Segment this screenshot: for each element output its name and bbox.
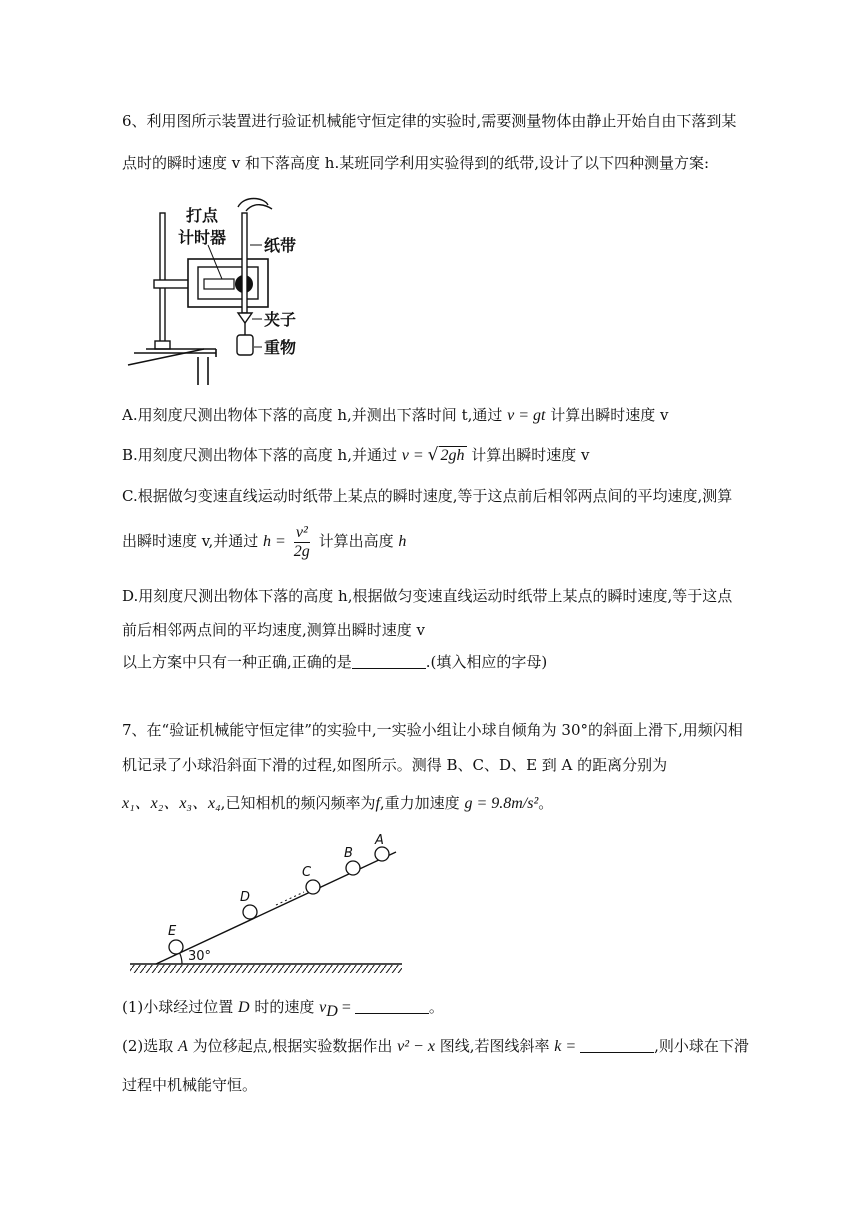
label-b: B: [344, 846, 353, 861]
answer-blank[interactable]: [352, 654, 426, 669]
option-c-text: 出瞬时速度 v,并通过: [122, 532, 263, 550]
sub1-equals: =: [337, 999, 355, 1016]
q7-stem-line-1: 7、在“验证机械能守恒定律”的实验中,一实验小组让小球自倾角为 30°的斜面上滑下,用频闪相: [122, 721, 743, 739]
label-timer-1: 打点: [186, 206, 219, 225]
sub2-text: (2)选取: [122, 1037, 179, 1055]
answer-text-end: .(填入相应的字母): [425, 653, 548, 671]
q7-sub-2-line-2: 过程中机械能守恒。: [122, 1076, 258, 1094]
q6-stem-line-1: 6、利用图所示装置进行验证机械能守恒定律的实验时,需要测量物体由静止开始自由下落到某: [122, 112, 737, 130]
sub2-point-a: A: [178, 1038, 188, 1055]
option-c-formula-lhs: h =: [263, 533, 290, 550]
label-tape: 纸带: [264, 236, 297, 255]
q6-option-c-line-1: C.根据做匀变速直线运动时纸带上某点的瞬时速度,等于这点前后相邻两点间的平均速度,测算: [122, 487, 733, 505]
q6-option-c-line-2: [122, 522, 406, 561]
distance-variables: x₁、x₂、x₃、x₄: [122, 795, 221, 812]
q6-answer-line: [122, 652, 547, 672]
sub2-text-end: ,则小球在下滑: [654, 1037, 749, 1055]
ball-b: [346, 861, 360, 875]
q7-incline-figure: [126, 832, 408, 982]
sub1-v-subscript: D: [326, 1003, 338, 1020]
label-angle: 30°: [188, 949, 212, 964]
option-a-text-end: 计算出瞬时速度 v: [545, 406, 669, 424]
ball-d: [243, 905, 257, 919]
sub2-slope-k: k =: [554, 1038, 581, 1055]
q7-stem-line-3: [122, 793, 553, 814]
frequency-f: f: [375, 795, 380, 812]
option-a-formula: v = gt: [507, 407, 546, 424]
label-a: A: [375, 833, 384, 848]
sub1-v: v: [319, 999, 327, 1016]
option-a-text: A.用刻度尺测出物体下落的高度 h,并测出下落时间 t,通过: [122, 406, 508, 424]
option-b-formula-root: 2gh: [440, 447, 465, 464]
ball-c: [306, 880, 320, 894]
option-c-h: h: [398, 533, 407, 550]
sub2-graph-formula: v² − x: [397, 1038, 435, 1055]
sub1-point-d: D: [238, 999, 250, 1016]
label-clip: 夹子: [264, 310, 297, 329]
label-timer-2: 计时器: [178, 228, 227, 247]
gravity-formula: g = 9.8m/s²: [464, 795, 539, 812]
q7-sub-1: [122, 997, 444, 1022]
option-b-text: B.用刻度尺测出物体下落的高度 h,并通过: [122, 446, 402, 464]
fraction-denominator: 2g: [293, 542, 310, 560]
sub1-blank[interactable]: [355, 999, 429, 1014]
q6-stem-line-2: 点时的瞬时速度 v 和下落高度 h.某班同学利用实验得到的纸带,设计了以下四种测量方案:: [122, 154, 710, 172]
option-b-formula-lhs: v =: [401, 447, 428, 464]
sub2-blank[interactable]: [580, 1038, 654, 1053]
sub1-text-mid: 时的速度: [249, 998, 320, 1016]
sub1-text: (1)小球经过位置: [122, 998, 239, 1016]
ball-a: [375, 847, 389, 861]
q6-option-d-line-1: D.用刻度尺测出物体下落的高度 h,根据做匀变速直线运动时纸带上某点的瞬时速度,等于这点: [122, 587, 733, 605]
option-c-text-end: 计算出高度: [313, 532, 399, 550]
fraction-numerator: v²: [294, 524, 310, 543]
q7-sub-2-line-1: [122, 1036, 749, 1057]
stem-text: ,已知相机的频闪频率为: [220, 794, 376, 812]
q6-option-a: [122, 405, 669, 426]
sub2-text-mid2: 图线,若图线斜率: [434, 1037, 555, 1055]
answer-text: 以上方案中只有一种正确,正确的是: [122, 653, 352, 671]
label-weight: 重物: [264, 338, 297, 357]
q7-stem-line-2: 机记录了小球沿斜面下滑的过程,如图所示。测得 B、C、D、E 到 A 的距离分别为: [122, 756, 668, 774]
option-c-fraction: [294, 524, 310, 561]
label-d: D: [240, 890, 251, 905]
stem-text-g: ,重力加速度: [379, 794, 465, 812]
q6-option-b: B.用刻度尺测出物体下落的高度 h,并通过 v = √ 2gh 计算出瞬时速度 v: [122, 445, 590, 465]
label-c: C: [302, 865, 312, 880]
stem-text-end: 。: [538, 794, 554, 812]
q6-apparatus-figure: [126, 195, 316, 385]
sub1-text-end: 。: [428, 998, 444, 1016]
option-b-text-end: 计算出瞬时速度 v: [466, 446, 590, 464]
q6-option-d-line-2: 前后相邻两点间的平均速度,测算出瞬时速度 v: [122, 621, 426, 639]
sub2-text-mid: 为位移起点,根据实验数据作出: [187, 1037, 398, 1055]
ball-e: [169, 940, 183, 954]
label-e: E: [168, 924, 177, 939]
